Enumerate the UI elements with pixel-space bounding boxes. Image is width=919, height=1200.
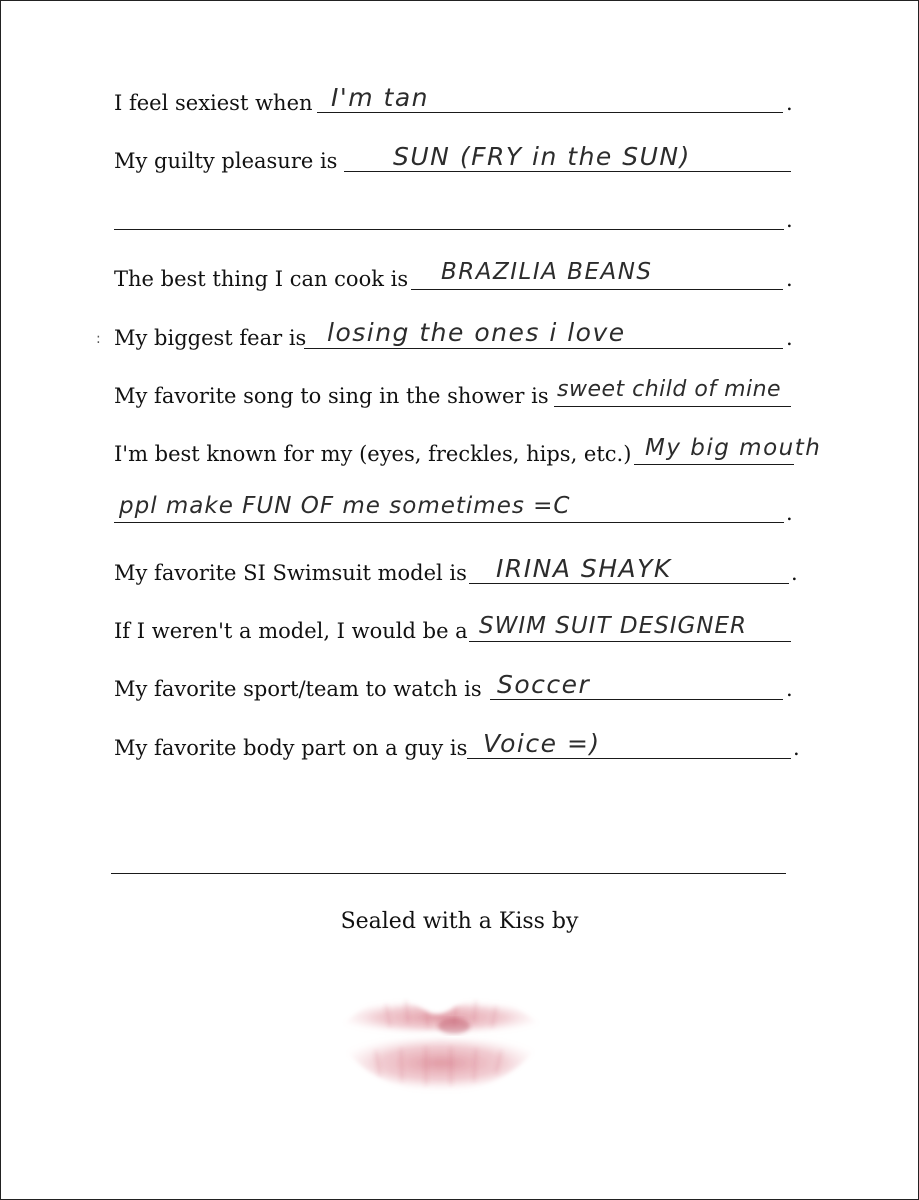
prompt-best-known: I'm best known for my (eyes, freckles, hips, etc.) (114, 442, 632, 466)
answer-biggest-fear: losing the ones i love (327, 318, 626, 347)
period-si-model: . (791, 561, 798, 585)
answer-sexiest: I'm tan (331, 83, 430, 112)
answer-line-sexiest (317, 112, 783, 113)
answer-si-model: IRINA SHAYK (496, 554, 672, 583)
answer-line-not-model (469, 641, 791, 642)
prompt-sport: My favorite sport/team to watch is (114, 677, 482, 701)
period-biggest-fear: . (786, 326, 793, 350)
answer-best-cook: BRAZILIA BEANS (441, 259, 653, 285)
answer-guilty-pleasure: SUN (FRY in the SUN) (393, 142, 691, 171)
lipstick-kiss-print (326, 971, 556, 1101)
answer-best-known: My big mouth (645, 435, 822, 461)
answer-line-guilty-pleasure (344, 171, 791, 172)
period-sport: . (786, 677, 793, 701)
answer-line-body-part (467, 758, 791, 759)
answer-line-sport (490, 699, 783, 700)
lower-lip-shape (338, 1035, 544, 1091)
prompt-shower-song: My favorite song to sing in the shower is (114, 384, 549, 408)
answer-not-model: SWIM SUIT DESIGNER (479, 613, 748, 639)
answer-line-best-cook (411, 289, 783, 290)
answer-line-best-known (634, 464, 794, 465)
prompt-body-part: My favorite body part on a guy is (114, 736, 468, 760)
margin-mark: : (96, 331, 101, 347)
answer-body-part: Voice =) (483, 729, 601, 758)
prompt-si-model: My favorite SI Swimsuit model is (114, 561, 467, 585)
answer-line-shower-song (554, 406, 791, 407)
signature-line (111, 873, 786, 874)
answer-line-biggest-fear (304, 348, 783, 349)
sealed-with-kiss-label: Sealed with a Kiss by (340, 909, 579, 934)
prompt-best-cook: The best thing I can cook is (114, 267, 409, 291)
prompt-not-model: If I weren't a model, I would be a (114, 619, 468, 643)
period-best-cook: . (786, 267, 793, 291)
answer-sport: Soccer (497, 670, 591, 699)
period-best-known: . (786, 501, 793, 525)
prompt-sexiest: I feel sexiest when (114, 91, 313, 115)
period-body-part: . (793, 736, 800, 760)
answer-line-guilty-pleasure-2 (114, 229, 784, 230)
period-guilty-pleasure: . (786, 208, 793, 232)
prompt-biggest-fear: My biggest fear is (114, 326, 307, 350)
answer-line-si-model (469, 583, 789, 584)
prompt-guilty-pleasure: My guilty pleasure is (114, 149, 338, 173)
answer-shower-song: sweet child of mine (557, 377, 782, 402)
answer-line-best-known-2 (114, 522, 784, 523)
period-sexiest: . (786, 91, 793, 115)
answer-best-known-continued: ppl make FUN OF me sometimes =C (119, 493, 571, 519)
